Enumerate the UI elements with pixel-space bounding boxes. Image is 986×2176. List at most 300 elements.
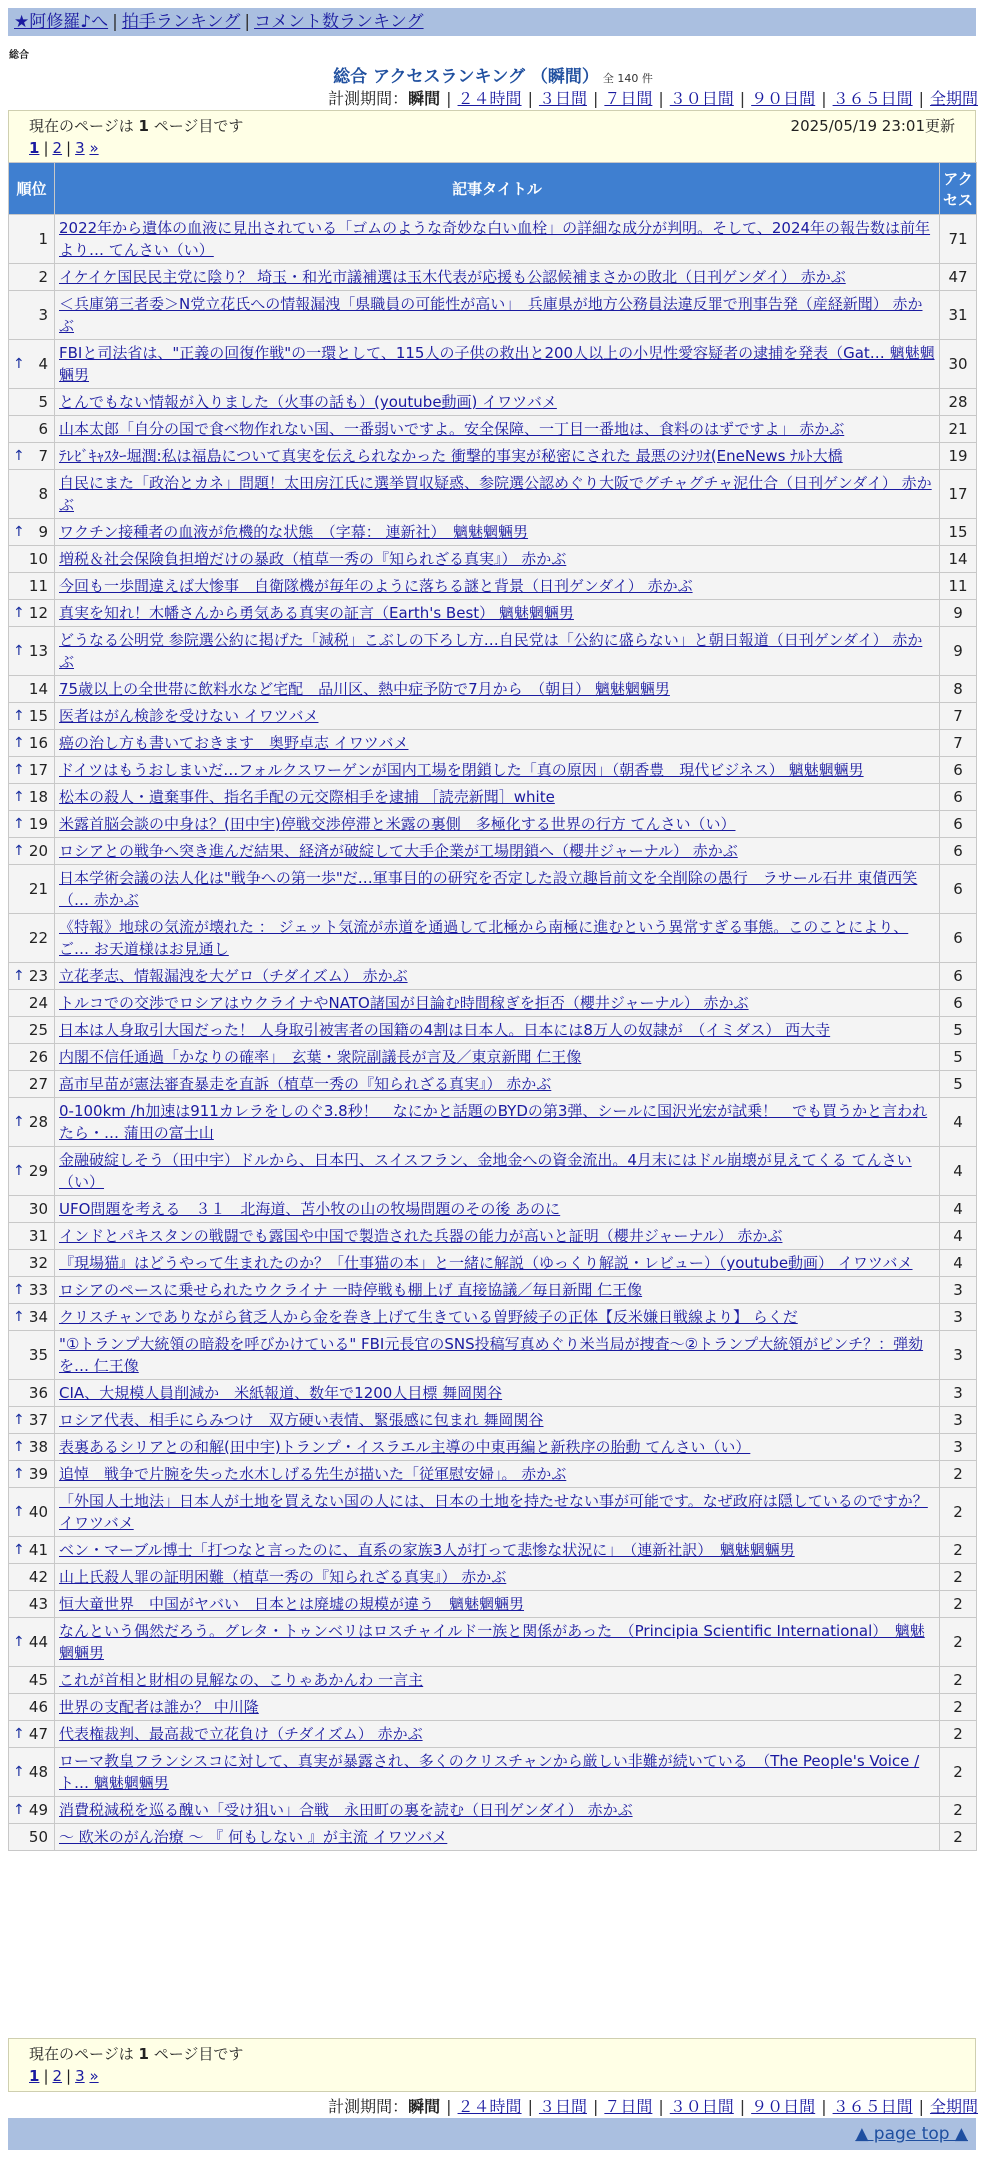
table-row: [9, 1591, 977, 1618]
table-row: [9, 546, 977, 573]
page-links: [29, 2065, 955, 2087]
article-link[interactable]: 世界の支配者は誰か？ 中川隆: [59, 1698, 259, 1716]
rank-number: 15: [28, 707, 48, 725]
rank-number: 36: [28, 1384, 48, 1402]
article-link[interactable]: 高市早苗が憲法審査暴走を直訴（植草一秀の『知られざる真実』） 赤かぶ: [59, 1075, 552, 1093]
access-count: 28: [940, 389, 977, 416]
rank-cell: [9, 676, 55, 703]
rank-number: 6: [38, 420, 48, 438]
access-count: 5: [940, 1071, 977, 1098]
rank-number: 9: [38, 523, 48, 541]
rank-cell: [9, 1537, 55, 1564]
header-access: アクセス: [940, 163, 977, 215]
up-arrow-icon: ↑: [13, 1466, 25, 1482]
separator: |: [918, 89, 924, 108]
article-link[interactable]: 0-100km /h加速は911カレラをしのぐ3.8秒！ なにかと話題のBYDの第3弾、シールに国沢光宏が試乗！ でも買うかと言われたら・… 蒲田の富士山: [59, 1102, 928, 1142]
article-link[interactable]: ロシア代表、相手にらみつけ 双方硬い表情、緊張感に包まれ 舞岡関谷: [59, 1411, 544, 1429]
rank-number: 38: [28, 1438, 48, 1456]
article-link[interactable]: 今回も一歩間違えば大惨事 自衛隊機が毎年のように落ちる謎と背景（日刊ゲンダイ） 赤かぶ: [59, 577, 693, 595]
table-row: [9, 1748, 977, 1797]
article-link[interactable]: ﾃﾚﾋﾞｷｬｽﾀｰ堀潤:私は福島について真実を伝えられなかった 衝撃的事実が秘密にされた 最悪のｼﾅﾘｵ(EneNews ﾅﾙﾄ大橋: [59, 447, 843, 465]
article-link[interactable]: 「外国人土地法」日本人が土地を買えない国の人には、日本の土地を持たせない事が可能です。なぜ政府は隠しているのですか？ イワツバメ: [59, 1492, 928, 1532]
up-arrow-icon: ↑: [13, 643, 25, 659]
rank-cell: [9, 1488, 55, 1537]
up-arrow-icon: ↑: [13, 789, 25, 805]
table-row: [9, 573, 977, 600]
article-link[interactable]: ～ 欧米のがん治療 ～ 『 何もしない 』が主流 イワツバメ: [59, 1828, 448, 1846]
title-cell: [55, 784, 940, 811]
rank-cell: [9, 757, 55, 784]
table-row: [9, 1250, 977, 1277]
page-top-link[interactable]: ▲ page top ▲: [855, 2124, 968, 2144]
table-row: [9, 865, 977, 914]
rank-number: 31: [28, 1227, 48, 1245]
page-link-2[interactable]: 2: [52, 139, 63, 157]
rank-number: 43: [28, 1595, 48, 1613]
table-row: [9, 1044, 977, 1071]
header-rank: 順位: [9, 163, 55, 215]
top-period-3[interactable]: ７日間: [604, 89, 653, 108]
access-count: 3: [940, 1304, 977, 1331]
title-cell: [55, 1331, 940, 1380]
top-period-2[interactable]: ３日間: [538, 89, 587, 108]
up-arrow-icon: ↑: [13, 605, 25, 621]
current-page-text: 現在のページは 1 ページ目です: [29, 2045, 244, 2063]
page-link-1[interactable]: 1: [29, 2067, 40, 2085]
table-row: [9, 1618, 977, 1667]
access-count: 5: [940, 1044, 977, 1071]
article-link[interactable]: ローマ教皇フランシスコに対して、真実が暴露され、多くのクリスチャンから厳しい非難が続いている （The People's Voice / ト… 魑魅魍魎男: [59, 1752, 920, 1792]
rank-cell: [9, 1407, 55, 1434]
title-cell: [55, 1721, 940, 1748]
nav-link-asyura[interactable]: ★阿修羅♪へ: [14, 12, 109, 32]
rank-number: 35: [28, 1346, 48, 1364]
title-cell: [55, 291, 940, 340]
access-count: 71: [940, 215, 977, 264]
separator: |: [739, 2097, 746, 2116]
top-period-1[interactable]: ２４時間: [457, 89, 522, 108]
access-count: 9: [940, 600, 977, 627]
period-label: 計測期間：: [328, 2097, 409, 2116]
separator: |: [66, 2067, 72, 2085]
title-cell: [55, 676, 940, 703]
up-arrow-icon: ↑: [13, 1802, 25, 1818]
rank-number: 19: [28, 815, 48, 833]
title-cell: [55, 990, 940, 1017]
article-link[interactable]: トルコでの交渉でロシアはウクライナやNATO諸国が目論む時間稼ぎを拒否（櫻井ジャーナル） 赤かぶ: [59, 994, 749, 1012]
up-arrow-icon: ↑: [13, 762, 25, 778]
separator: |: [527, 89, 533, 108]
access-count: 3: [940, 1380, 977, 1407]
bottom-period-6[interactable]: ３６５日間: [832, 2097, 913, 2116]
separator: |: [821, 2097, 827, 2116]
article-link[interactable]: 消費税減税を巡る醜い「受け狙い」合戦 永田町の裏を読む（日刊ゲンダイ） 赤かぶ: [59, 1801, 633, 1819]
rank-cell: [9, 1223, 55, 1250]
access-count: 2: [940, 1537, 977, 1564]
article-link[interactable]: 日本は人身取引大国だった！ 人身取引被害者の国籍の4割は日本人。日本には8万人の奴隷が （イミダス） 西大寺: [59, 1021, 831, 1039]
separator: |: [739, 89, 746, 108]
bottom-bar: [8, 2118, 976, 2150]
separator: |: [918, 2097, 924, 2116]
title-cell: [55, 1797, 940, 1824]
table-row: [9, 519, 977, 546]
page-link-3[interactable]: 3: [75, 139, 85, 157]
page-links: [29, 137, 955, 159]
rank-number: 33: [28, 1281, 48, 1299]
table-row: [9, 1537, 977, 1564]
top-nav-bar: ★阿修羅♪へ | 拍手ランキング | コメント数ランキング: [8, 8, 976, 36]
rank-number: 27: [28, 1075, 48, 1093]
up-arrow-icon: ↑: [13, 843, 25, 859]
rank-cell: [9, 1304, 55, 1331]
rank-number: 45: [28, 1671, 48, 1689]
separator: |: [658, 2097, 664, 2116]
access-count: 6: [940, 784, 977, 811]
pager-top: [8, 110, 976, 164]
table-row: [9, 676, 977, 703]
access-count: 6: [940, 757, 977, 784]
title-cell: [55, 1277, 940, 1304]
bottom-period-3[interactable]: ７日間: [604, 2097, 653, 2116]
article-link[interactable]: 内閣不信任通過「かなりの確率」 玄葉・衆院副議長が言及／東京新聞 仁王像: [59, 1048, 582, 1066]
table-row: [9, 1694, 977, 1721]
up-arrow-icon: ↑: [13, 708, 25, 724]
table-row: [9, 264, 977, 291]
access-count: 21: [940, 416, 977, 443]
article-link[interactable]: 自民にまた「政治とカネ」問題！太田房江氏に選挙買収疑惑、参院選公認めぐり大阪でグチャグチャ泥仕合（日刊ゲンダイ） 赤かぶ: [59, 474, 932, 514]
bottom-period-1[interactable]: ２４時間: [457, 2097, 522, 2116]
article-link[interactable]: イケイケ国民民主党に陰り？ 埼玉・和光市議補選は玉木代表が応援も公認候補まさかの敗北（日刊ゲンダイ） 赤かぶ: [59, 268, 846, 286]
article-link[interactable]: FBIと司法省は、"正義の回復作戦"の一環として、115人の子供の救出と200人以上の小児性愛容疑者の逮捕を発表（Gat… 魑魅魍魎男: [59, 344, 935, 384]
rank-number: 24: [28, 994, 48, 1012]
access-count: 7: [940, 703, 977, 730]
separator: |: [527, 2097, 533, 2116]
table-row: [9, 1407, 977, 1434]
title-cell: [55, 1071, 940, 1098]
rank-cell: [9, 865, 55, 914]
bottom-period-7[interactable]: 全期間: [929, 2097, 978, 2116]
article-link[interactable]: 《特報》地球の気流が壊れた ： ジェット気流が赤道を通過して北極から南極に進むという異常すぎる事態。このことにより、ご… お天道様はお見通し: [59, 918, 909, 958]
article-link[interactable]: ロシアのペースに乗せられたウクライナ 一時停戦も棚上げ 直接協議／毎日新聞 仁王像: [59, 1281, 643, 1299]
rank-cell: [9, 627, 55, 676]
title-cell: [55, 416, 940, 443]
access-count: 4: [940, 1223, 977, 1250]
title-cell: [55, 264, 940, 291]
rank-cell: [9, 1250, 55, 1277]
article-link[interactable]: ＜兵庫第三者委＞N党立花氏への情報漏洩「県職員の可能性が高い」 兵庫県が地方公務員法違反罪で刑事告発（産経新聞） 赤かぶ: [59, 295, 923, 335]
period-selector-bottom: [328, 2094, 978, 2117]
rank-cell: [9, 1331, 55, 1380]
article-link[interactable]: 金融破綻しそう（田中宇）ドルから、日本円、スイスフラン、金地金への資金流出。4月末にはドル崩壊が見えてくる てんさい（い）: [59, 1151, 912, 1191]
table-row: [9, 1071, 977, 1098]
access-count: 5: [940, 1017, 977, 1044]
page-link-3[interactable]: 3: [75, 2067, 85, 2085]
article-link[interactable]: ワクチン接種者の血液が危機的な状態 （字幕： 連新社） 魑魅魍魎男: [59, 523, 529, 541]
table-row: [9, 1196, 977, 1223]
nav-link-comment-ranking[interactable]: コメント数ランキング: [254, 12, 424, 32]
table-row: [9, 470, 977, 519]
rank-number: 3: [38, 306, 48, 324]
rank-cell: [9, 1196, 55, 1223]
separator: |: [821, 89, 827, 108]
article-link[interactable]: クリスチャンでありながら貧乏人から金を巻き上げて生きている曽野綾子の正体【反米嫌日戦線より】 らくだ: [59, 1308, 798, 1326]
table-row: [9, 1331, 977, 1380]
rank-number: 49: [28, 1801, 48, 1819]
table-row: [9, 1797, 977, 1824]
access-count: 11: [940, 573, 977, 600]
rank-cell: [9, 914, 55, 963]
rank-cell: [9, 1044, 55, 1071]
access-count: 2: [940, 1488, 977, 1537]
rank-cell: [9, 963, 55, 990]
article-link[interactable]: UFO問題を考える ３１ 北海道、苫小牧の山の牧場問題のその後 あのに: [59, 1200, 561, 1218]
separator: |: [66, 139, 72, 157]
title-cell: [55, 600, 940, 627]
rank-number: 21: [28, 880, 48, 898]
table-row: [9, 1017, 977, 1044]
period-label: 計測期間：: [328, 89, 409, 108]
access-count: 6: [940, 838, 977, 865]
rank-cell: [9, 1591, 55, 1618]
rank-number: 26: [28, 1048, 48, 1066]
title-cell: [55, 1537, 940, 1564]
title-cell: [55, 389, 940, 416]
table-row: [9, 1667, 977, 1694]
access-count: 8: [940, 676, 977, 703]
access-count: 2: [940, 1564, 977, 1591]
rank-number: 25: [28, 1021, 48, 1039]
table-row: [9, 215, 977, 264]
title-cell: [55, 215, 940, 264]
table-row: [9, 1721, 977, 1748]
rank-cell: [9, 1434, 55, 1461]
table-row: [9, 730, 977, 757]
title-cell: [55, 1147, 940, 1196]
table-row: [9, 990, 977, 1017]
title-cell: [55, 865, 940, 914]
article-link[interactable]: 真実を知れ！木幡さんから勇気ある真実の証言（Earth's Best） 魑魅魍魎男: [59, 604, 574, 622]
separator: |: [446, 89, 452, 108]
article-link[interactable]: なんという偶然だろう。グレタ・トゥンベリはロスチャイルド一族と関係があった （Principia Scientific International） 魑魅魍魎男: [59, 1622, 925, 1662]
article-link[interactable]: 追悼 戦争で片腕を失った水木しげる先生が描いた「従軍慰安婦」。 赤かぶ: [59, 1465, 567, 1483]
article-link[interactable]: 『現場猫』はどうやって生まれたのか？「仕事猫の本」と一緒に解説（ゆっくり解説・レビュー）（youtube動画） イワツバメ: [59, 1254, 913, 1272]
title-cell: [55, 1380, 940, 1407]
article-link[interactable]: 米露首脳会談の中身は？(田中宇)停戦交渉停滞と米露の裏側 多極化する世界の行方 てんさい（い）: [59, 815, 736, 833]
top-period-0: 瞬間: [408, 89, 441, 108]
top-period-7[interactable]: 全期間: [929, 89, 978, 108]
rank-cell: [9, 1017, 55, 1044]
up-arrow-icon: ↑: [13, 1726, 25, 1742]
up-arrow-icon: ↑: [13, 1634, 25, 1650]
rank-number: 18: [28, 788, 48, 806]
rank-number: 2: [38, 268, 48, 286]
rank-number: 10: [28, 550, 48, 568]
article-link[interactable]: 山本太郎「自分の国で食べ物作れない国、一番弱いですよ。安全保障、一丁目一番地は、食料のはずですよ」 赤かぶ: [59, 420, 845, 438]
rank-cell: [9, 1277, 55, 1304]
table-row: [9, 291, 977, 340]
title-cell: [55, 573, 940, 600]
title-cell: [55, 1748, 940, 1797]
rank-cell: [9, 1380, 55, 1407]
title-cell: [55, 1044, 940, 1071]
article-link[interactable]: とんでもない情報が入りました（火事の話も）(youtube動画) イワツバメ: [59, 393, 557, 411]
rank-cell: [9, 1748, 55, 1797]
rank-cell: [9, 389, 55, 416]
access-count: 19: [940, 443, 977, 470]
table-row: [9, 1304, 977, 1331]
rank-cell: [9, 784, 55, 811]
article-link[interactable]: 2022年から遺体の血液に見出されている「ゴムのような奇妙な白い血栓」の詳細な成分が判明。そして、2024年の報告数は前年より… てんさい（い）: [59, 219, 931, 259]
top-period-4[interactable]: ３０日間: [669, 89, 734, 108]
rank-number: 22: [28, 929, 48, 947]
article-link[interactable]: "①トランプ大統領の暗殺を呼びかけている" FBI元長官のSNS投稿写真めぐり米当局が捜査～②トランプ大統領がピンチ？：弾劾を… 仁王像: [59, 1335, 924, 1375]
access-count: 15: [940, 519, 977, 546]
rank-cell: [9, 470, 55, 519]
rank-cell: [9, 1071, 55, 1098]
table-row: [9, 811, 977, 838]
access-count: 2: [940, 1797, 977, 1824]
title-cell: [55, 546, 940, 573]
rank-cell: [9, 291, 55, 340]
rank-cell: [9, 1721, 55, 1748]
ranking-table: [8, 162, 977, 1851]
ranking-body: [9, 215, 977, 1851]
article-link[interactable]: 恒大童世界 中国がヤバい 日本とは廃墟の規模が違う 魑魅魍魎男: [59, 1595, 525, 1613]
rank-cell: [9, 573, 55, 600]
article-link[interactable]: これが首相と財相の見解なの、こりゃあかんわ 一言主: [59, 1671, 424, 1689]
current-page-text: 現在のページは 1 ページ目です: [29, 117, 244, 135]
rank-number: 16: [28, 734, 48, 752]
rank-number: 42: [28, 1568, 48, 1586]
article-link[interactable]: ベン・マーブル博士「打つなと言ったのに、直系の家族3人が打って悲惨な状況に」 （連新社訳） 魑魅魍魎男: [59, 1541, 795, 1559]
access-count: 3: [940, 1331, 977, 1380]
access-count: 6: [940, 865, 977, 914]
rank-cell: [9, 838, 55, 865]
bottom-period-2[interactable]: ３日間: [538, 2097, 587, 2116]
article-link[interactable]: CIA、大規模人員削減か 米紙報道、数年で1200人目標 舞岡関谷: [59, 1384, 503, 1402]
up-arrow-icon: ↑: [13, 1282, 25, 1298]
article-link[interactable]: 立花孝志、情報漏洩を大ゲロ（チダイズム） 赤かぶ: [59, 967, 408, 985]
access-count: 7: [940, 730, 977, 757]
rank-number: 11: [28, 577, 48, 595]
rank-cell: [9, 1797, 55, 1824]
next-page-link[interactable]: »: [89, 139, 99, 157]
access-count: 2: [940, 1618, 977, 1667]
top-period-6[interactable]: ３６５日間: [832, 89, 913, 108]
separator: |: [446, 2097, 452, 2116]
rank-number: 34: [28, 1308, 48, 1326]
next-page-link[interactable]: »: [89, 2067, 99, 2085]
page-link-2[interactable]: 2: [52, 2067, 63, 2085]
title-cell: [55, 1223, 940, 1250]
title-cell: [55, 340, 940, 389]
up-arrow-icon: ↑: [13, 968, 25, 984]
table-row: [9, 703, 977, 730]
total-count: 全 140 件: [602, 72, 653, 85]
article-link[interactable]: 医者はがん検診を受けない イワツバメ: [59, 707, 319, 725]
table-row: [9, 1488, 977, 1537]
article-link[interactable]: 松本の殺人・遺棄事件、指名手配の元交際相手を逮捕 ［読売新聞］white: [59, 788, 555, 806]
access-count: 4: [940, 1098, 977, 1147]
up-arrow-icon: ↑: [13, 1439, 25, 1455]
title-cell: [55, 963, 940, 990]
title-cell: [55, 1250, 940, 1277]
article-link[interactable]: ドイツはもうおしまいだ…フォルクスワーゲンが国内工場を閉鎖した「真の原因」（朝香豊 現代ビジネス） 魑魅魍魎男: [59, 761, 864, 779]
rank-cell: [9, 443, 55, 470]
access-count: 6: [940, 963, 977, 990]
nav-link-applause-ranking[interactable]: 拍手ランキング: [121, 12, 241, 32]
category-tag: 総合: [9, 50, 29, 61]
article-link[interactable]: 増税＆社会保険負担増だけの暴政（植草一秀の『知られざる真実』） 赤かぶ: [59, 550, 567, 568]
rank-cell: [9, 416, 55, 443]
table-row: [9, 443, 977, 470]
updated-timestamp: 2025/05/19 23:01更新: [790, 117, 955, 135]
rank-number: 8: [38, 485, 48, 503]
rank-number: 4: [38, 355, 48, 373]
table-row: [9, 963, 977, 990]
title-cell: [55, 443, 940, 470]
title-cell: [55, 1824, 940, 1851]
separator: |: [43, 2067, 49, 2085]
access-count: 2: [940, 1721, 977, 1748]
table-row: [9, 389, 977, 416]
rank-number: 41: [28, 1541, 48, 1559]
page-title: [0, 62, 986, 87]
article-link[interactable]: 表裏あるシリアとの和解(田中宇)トランプ・イスラエル主導の中東再編と新秩序の胎動 てんさい（い）: [59, 1438, 751, 1456]
article-link[interactable]: 代表権裁判、最高裁で立花負け（チダイズム） 赤かぶ: [59, 1725, 423, 1743]
article-link[interactable]: インドとパキスタンの戦闘でも露国や中国で製造された兵器の能力が高いと証明（櫻井ジャーナル） 赤かぶ: [59, 1227, 783, 1245]
rank-number: 47: [28, 1725, 48, 1743]
access-count: 6: [940, 811, 977, 838]
rank-number: 23: [28, 967, 48, 985]
table-row: [9, 1461, 977, 1488]
rank-number: 29: [28, 1162, 48, 1180]
table-header-row: [9, 163, 977, 215]
article-link[interactable]: 75歳以上の全世帯に飲料水など宅配 品川区、熱中症予防で7月から （朝日） 魑魅魍魎男: [59, 680, 670, 698]
rank-number: 20: [28, 842, 48, 860]
access-count: 2: [940, 1667, 977, 1694]
article-link[interactable]: ロシアとの戦争へ突き進んだ結果、経済が破綻して大手企業が工場閉鎖へ（櫻井ジャーナル） 赤かぶ: [59, 842, 738, 860]
up-arrow-icon: ↑: [13, 1504, 25, 1520]
up-arrow-icon: ↑: [13, 735, 25, 751]
article-link[interactable]: どうなる公明党 参院選公約に掲げた「減税」こぶしの下ろし方…自民党は「公約に盛らない」と朝日報道（日刊ゲンダイ） 赤かぶ: [59, 631, 923, 671]
access-count: 2: [940, 1461, 977, 1488]
separator: |: [592, 89, 599, 108]
access-count: 47: [940, 264, 977, 291]
access-count: 9: [940, 627, 977, 676]
bottom-period-0: 瞬間: [408, 2097, 441, 2116]
title-cell: [55, 1488, 940, 1537]
page-link-1[interactable]: 1: [29, 139, 40, 157]
article-link[interactable]: 癌の治し方も書いておきます 奥野卓志 イワツバメ: [59, 734, 409, 752]
bottom-period-5[interactable]: ９０日間: [751, 2097, 816, 2116]
article-link[interactable]: 日本学術会議の法人化は"戦争への第一歩"だ…軍事目的の研究を否定した設立趣旨前文を全削除の愚行 ラサール石井 東債西笑（… 赤かぶ: [59, 869, 918, 909]
rank-number: 46: [28, 1698, 48, 1716]
access-count: 2: [940, 1824, 977, 1851]
title-cell: [55, 1564, 940, 1591]
title-cell: [55, 914, 940, 963]
up-arrow-icon: ↑: [13, 1542, 25, 1558]
bottom-period-4[interactable]: ３０日間: [669, 2097, 734, 2116]
table-row: [9, 784, 977, 811]
article-link[interactable]: 山上氏殺人罪の証明困難（植草一秀の『知られざる真実』） 赤かぶ: [59, 1568, 507, 1586]
title-cell: [55, 757, 940, 784]
top-period-5[interactable]: ９０日間: [751, 89, 816, 108]
rank-cell: [9, 215, 55, 264]
title-cell: [55, 1618, 940, 1667]
rank-cell: [9, 1461, 55, 1488]
access-count: 6: [940, 914, 977, 963]
